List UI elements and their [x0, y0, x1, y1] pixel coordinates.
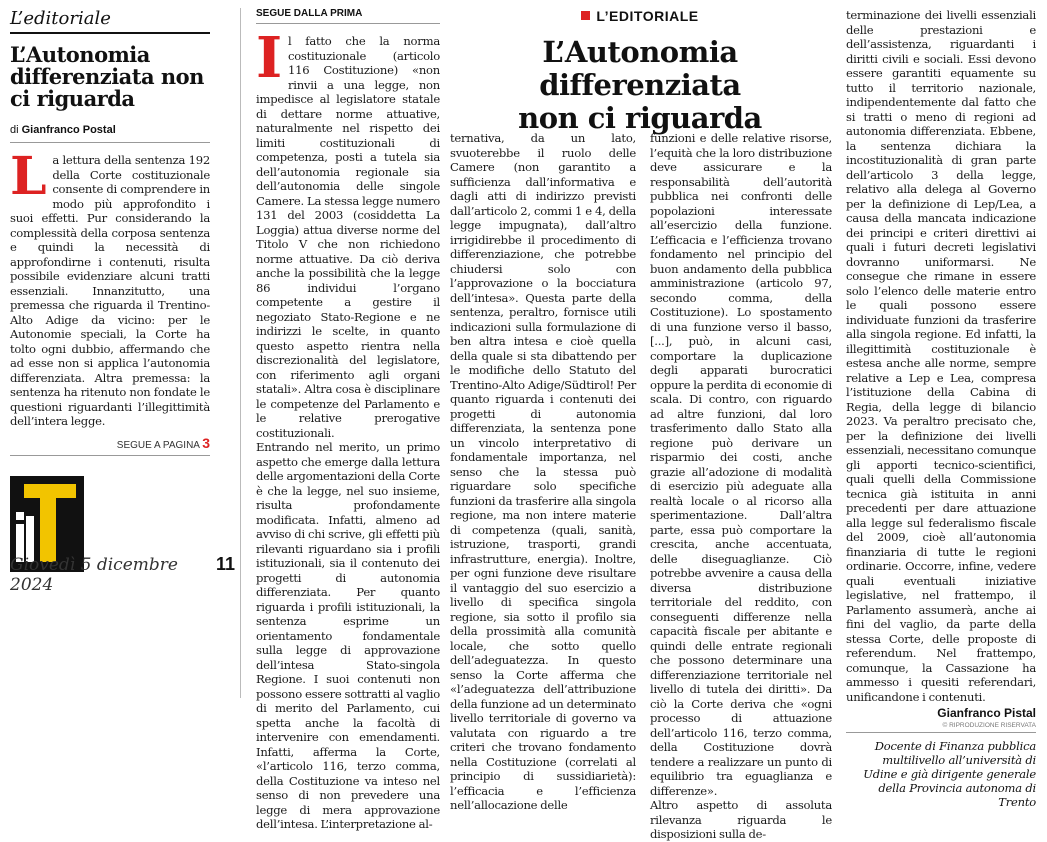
column-text [256, 25, 440, 832]
headline-line-1: L’Autonomia differenziata [539, 35, 741, 102]
lead-paragraph [10, 146, 210, 429]
column-divider [240, 8, 241, 698]
kicker-text: L’EDITORIALE [596, 8, 699, 24]
headline-block [448, 8, 832, 135]
issue-date: Giovedì 5 dicembre 2024 [10, 555, 178, 595]
byline-author: Gianfranco Postal [21, 124, 116, 136]
article-column-3 [650, 131, 832, 842]
copyright-notice: © RIPRODUZIONE RISERVATA [846, 722, 1036, 733]
lead-text: a lettura della sentenza 192 della Corte costituzionale consente di comprendere in modo più approfondito i suoi effetti. Pur considerando la complessità della corposa sentenza e quindi la necessità di approfondirne i contenuti, risulta possibile evidenziare alcuni tratti essenziali. Innanzitutto, una premessa che riguarda il Trentino-Alto Adige da vicino: per le Autonomie speciali, la Corte ha tolto ogni dubbio, affermando che ad esse non si applica l’autonomia differenziata. Altra premessa: la sentenza ha ritenuto non fondate le questioni riguardanti l’illegittimità dell’intera legge. [10, 153, 210, 428]
segue-page-number: 3 [202, 434, 210, 451]
paragraph: ternativa, da un lato, svuoterebbe il ruolo delle Camere (non garantito a sufficienza dall’informativa e dagli atti di indirizzo previsti dall’articolo 2, commi 1 e 4, della legge impugnata), dall’altro irrigidirebbe il procedimento di differenziazione, che potrebbe chiudersi solo con l’approvazione o la bocciatura dell’intesa». Questa parte della sentenza, peraltro, fornisce utili indicazioni sulla formulazione di ben altra intesa e cioè quella della quale si sta dibattendo per le modifiche dello Statuto del Trentino-Alto Adige/Südtirol! Per quanto riguarda i contenuti dei progetti di autonomia differenziata, la sentenza pone un vincolo interpretativo di fondamentale importanza, nel senso che la stessa può riguardare solo specifiche funzioni da trasferire alla singola regione, ma non intere materie di competenza (quali, sanità, istruzione, trasporti, grandi infrastrutture, energia). Inoltre, per ogni funzione deve risultare il vantaggio del suo esercizio a livello di specifica singola regione, sia sotto il profilo sia della prossimità alla comunità locale, che sotto quello dell’adeguatezza. In questo senso la Corte afferma che «l’adeguatezza dell’attribuzione della funzione ad un determinato livello territoriale di governo va valutata con riguardo a tre criteri che trovano fondamento nella Costituzione (correlati al principio di sussidiarietà): l’efficacia e l’efficienza nell’allocazione delle [450, 131, 636, 812]
author-bio: Docente di Finanza pubblica multilivello all’università di Udine e già dirigente generale della Provincia autonoma di Trento [863, 739, 1036, 809]
paragraph-text: l fatto che la norma costituzionale (articolo 116 Costituzione) «non rinvii a una legge, non impedisce al legislatore statale di dettare norme attuative, naturalmente nel rispetto dei limiti costituzionali di competenza, posti a tutela sia dell’autonomia regionale sia dell’autonomia delle singole Camere. La stessa legge numero 131 del 2003 (cosiddetta La Loggia) attua diverse norme del Titolo V che non richiedono norme attuative. Da ciò deriva anche la possibilità che la legge 86 individui l’organo competente a gestire il negoziato Stato-Regione e ne indirizzi le scelte, in quanto questo aspetto rientra nella discrezionalità del legislatore, con riferimento agli organi statali». Altra cosa è disciplinare le competenze del Parlamento e le relative prerogative costituzionali. [256, 34, 440, 440]
page-number: 11 [215, 554, 235, 574]
continued-from-front: SEGUE DALLA PRIMA [256, 8, 440, 24]
headline-title [448, 36, 832, 135]
paragraph: Altro aspetto di assoluta rilevanza riguarda le disposizioni sulla de- [650, 798, 832, 841]
article-column-1 [256, 8, 440, 832]
kicker [448, 8, 832, 24]
paragraph: terminazione dei livelli essenziali delle prestazioni e dell’assistenza, riguardanti i diritti civili e sociali. Essi devono essere garantiti equamente su tutto il territorio nazionale, indipendentemente dal fatto che si tratti o meno di regioni ad autonomia differenziata. Ebbene, la sentenza dichiara la incostituzionalità di gran parte dell’articolo 3 della legge, relativo alla delega al Governo per la definizione di Lep/Lea, a causa della mancata indicazione dei principi e criteri direttivi ai quali i futuri decreti legislativi dovranno uniformarsi. Ne consegue che rimane in essere solo l’elenco delle materie entro le quali possono essere individuate funzioni da trasferire alla singola regione. Ed infatti, la illegittimità costituzionale è estesa anche alle norme, sempre relative a Lep e Lea, compresa l’istituzione della Cabina di Regia, della legge di bilancio 2023. Va peraltro precisato che, per la definizione dei livelli essenziali, necessitano comunque gli apporti tecnico-scientifici, quali quelli della Commissione tecnica già istituita in anni precedenti per dare attuazione alla legge sul federalismo fiscale del 2009, cioè all’autonomia finanziaria di tutte le regioni ordinarie. Occorre, infine, vedere quali eventuali iniziative legislative, nel frattempo, il Parlamento assumerà, anche ai fini del vaglio, da parte della stessa Corte, delle proposte di referendum. Nel frattempo, comunque, la Cassazione ha ammesso i quesiti referendari, unificandone i contenuti. [846, 8, 1036, 704]
article-column-2 [450, 131, 636, 813]
paragraph: Entrando nel merito, un primo aspetto che emerge dalla lettura delle argomentazioni della Corte è che la legge, nel suo insieme, risulta profondamente modificata. Infatti, almeno ad avviso di chi scrive, gli effetti più rilevanti riguardano sia i profili istituzionali, sia il contenuto dei progetti di autonomia differenziata. Per quanto riguarda i profili istituzionali, la sentenza esprime un orientamento fondamentale sulla legge di approvazione dell’intesa Stato-singola Regione. I suoi contenuti non possono essere sottratti al vaglio di merito del Parlamento, cui spetta anche la facoltà di intervenire con emendamenti. Infatti, afferma la Corte, «l’articolo 116, terzo comma, della Costituzione va inteso nel senso di non prevedere una legge di mera approvazione dell’intesa. L’interpretazione al- [256, 440, 440, 831]
red-square-icon [581, 11, 590, 20]
article-column-4 [846, 8, 1036, 809]
byline-prefix: di [10, 124, 19, 136]
byline [10, 124, 210, 143]
dropcap: I [256, 25, 282, 91]
segue-label: SEGUE A PAGINA [116, 439, 200, 451]
paragraph: funzioni e delle relative risorse, l’equità che la loro distribuzione deve assicurare e la responsabilità dell’autorità pubblica nei confronti delle popolazioni interessate all’esercizio della funzione. L’efficacia e l’efficienza trovano fondamento nel principio del buon andamento della pubblica amministrazione (articolo 97, secondo comma, della Costituzione). Lo spostamento di una funzione verso il basso, [...], può, in alcuni casi, comportare la duplicazione degli apparati burocratici oppure la perdita di economie di scala. Di contro, con riguardo ad altre funzioni, dal loro trasferimento dallo Stato alla regione può derivare un risparmio dei costi, anche grazie all’adozione di modalità di esercizio più adeguate alla realtà locale o al ricorso alla sperimentazione. Dall’altra parte, essa può comportare la crescita, anche accentuata, delle diseguaglianze. Ciò potrebbe avvenire a causa della diversa distribuzione territoriale del reddito, con conseguenti differenze nella capacità fiscale per abitante e quindi delle entrate regionali che possono determinare una differenziazione territoriale nel livello di tutela dei diritti». Da ciò la Corte deriva che «ogni processo di attuazione dell’articolo 116, terzo comma, della Costituzione dovrà tendere a realizzare un punto di equilibrio tra eguaglianza e differenze». [650, 131, 832, 798]
paragraph [256, 25, 440, 440]
sidebar-title: L’Autonomia differenziata non ci riguarda [10, 42, 204, 111]
author-signature: Gianfranco Pistal [937, 706, 1036, 720]
headline-line-2: non ci riguarda [518, 101, 762, 135]
sidebar-column [10, 8, 210, 572]
dropcap: L [10, 146, 47, 207]
continued-on-page[interactable] [10, 435, 210, 456]
page-footer [10, 554, 235, 595]
section-rubric: L’editoriale [10, 8, 210, 34]
